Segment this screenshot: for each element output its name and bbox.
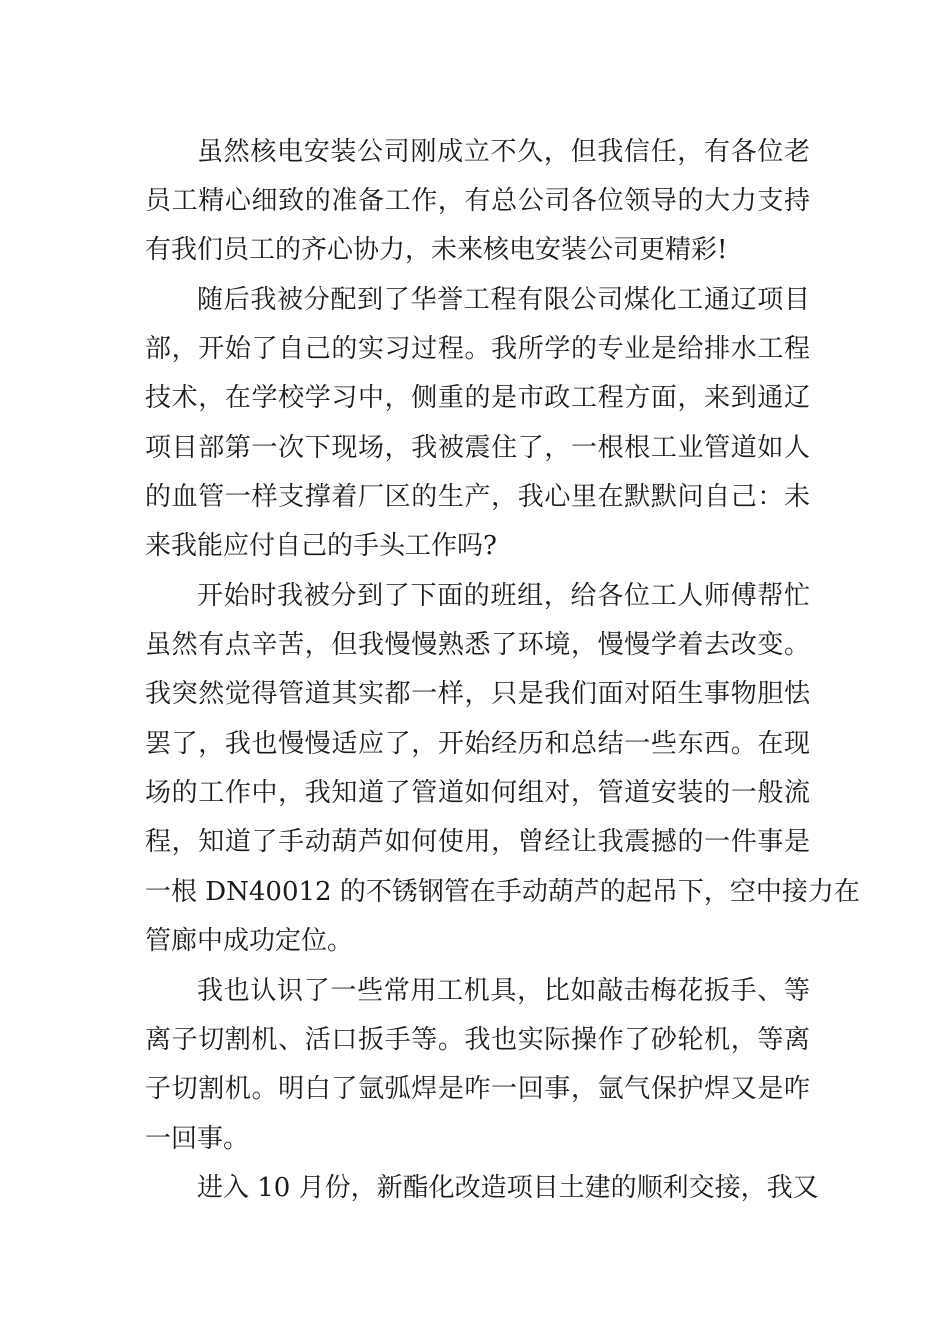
paragraph-3-line-1: 开始时我被分到了下面的班组，给各位工人师傅帮忙 <box>197 581 810 611</box>
paragraph-3-line-3: 我突然觉得管道其实都一样，只是我们面对陌生事物胆怯 <box>145 679 810 709</box>
paragraph-4-line-4: 一回事。 <box>145 1124 250 1154</box>
paragraph-1-line-3: 有我们员工的齐心协力，未来核电安装公司更精彩! <box>145 235 728 265</box>
paragraph-2-line-2: 部，开始了自己的实习过程。我所学的专业是给排水工程 <box>145 334 810 364</box>
paragraph-3-line-7: 一根 DN40012 的不锈钢管在手动葫芦的起吊下，空中接力在 <box>145 877 860 907</box>
paragraph-1-line-1: 虽然核电安装公司刚成立不久，但我信任，有各位老 <box>197 137 810 167</box>
paragraph-3-line-8: 管廊中成功定位。 <box>145 926 354 956</box>
paragraph-3-line-6: 程，知道了手动葫芦如何使用，曾经让我震撼的一件事是 <box>145 827 810 857</box>
paragraph-2-line-5: 的血管一样支撑着厂区的生产，我心里在默默问自己：未 <box>145 482 810 512</box>
paragraph-4-line-1: 我也认识了一些常用工机具，比如敲击梅花扳手、等 <box>197 976 810 1006</box>
paragraph-2-line-6: 来我能应付自己的手头工作吗? <box>145 531 497 561</box>
paragraph-4-line-2: 离子切割机、活口扳手等。我也实际操作了砂轮机，等离 <box>145 1025 810 1055</box>
paragraph-3-line-4: 罢了，我也慢慢适应了，开始经历和总结一些东西。在现 <box>145 729 810 759</box>
paragraph-3-line-2: 虽然有点辛苦，但我慢慢熟悉了环境，慢慢学着去改变。 <box>145 630 810 660</box>
paragraph-3-line-5: 场的工作中，我知道了管道如何组对，管道安装的一般流 <box>145 778 810 808</box>
paragraph-4-line-3: 子切割机。明白了氩弧焊是咋一回事，氩气保护焊又是咋 <box>145 1074 810 1104</box>
paragraph-2-line-3: 技术，在学校学习中，侧重的是市政工程方面，来到通辽 <box>145 383 810 413</box>
paragraph-2-line-4: 项目部第一次下现场，我被震住了，一根根工业管道如人 <box>145 433 810 463</box>
paragraph-5-line-1: 进入 10 月份，新酯化改造项目土建的顺利交接，我又 <box>197 1173 819 1203</box>
paragraph-2-line-1: 随后我被分配到了华誉工程有限公司煤化工通辽项目 <box>197 285 810 315</box>
paragraph-1-line-2: 员工精心细致的准备工作，有总公司各位领导的大力支持 <box>145 186 810 216</box>
